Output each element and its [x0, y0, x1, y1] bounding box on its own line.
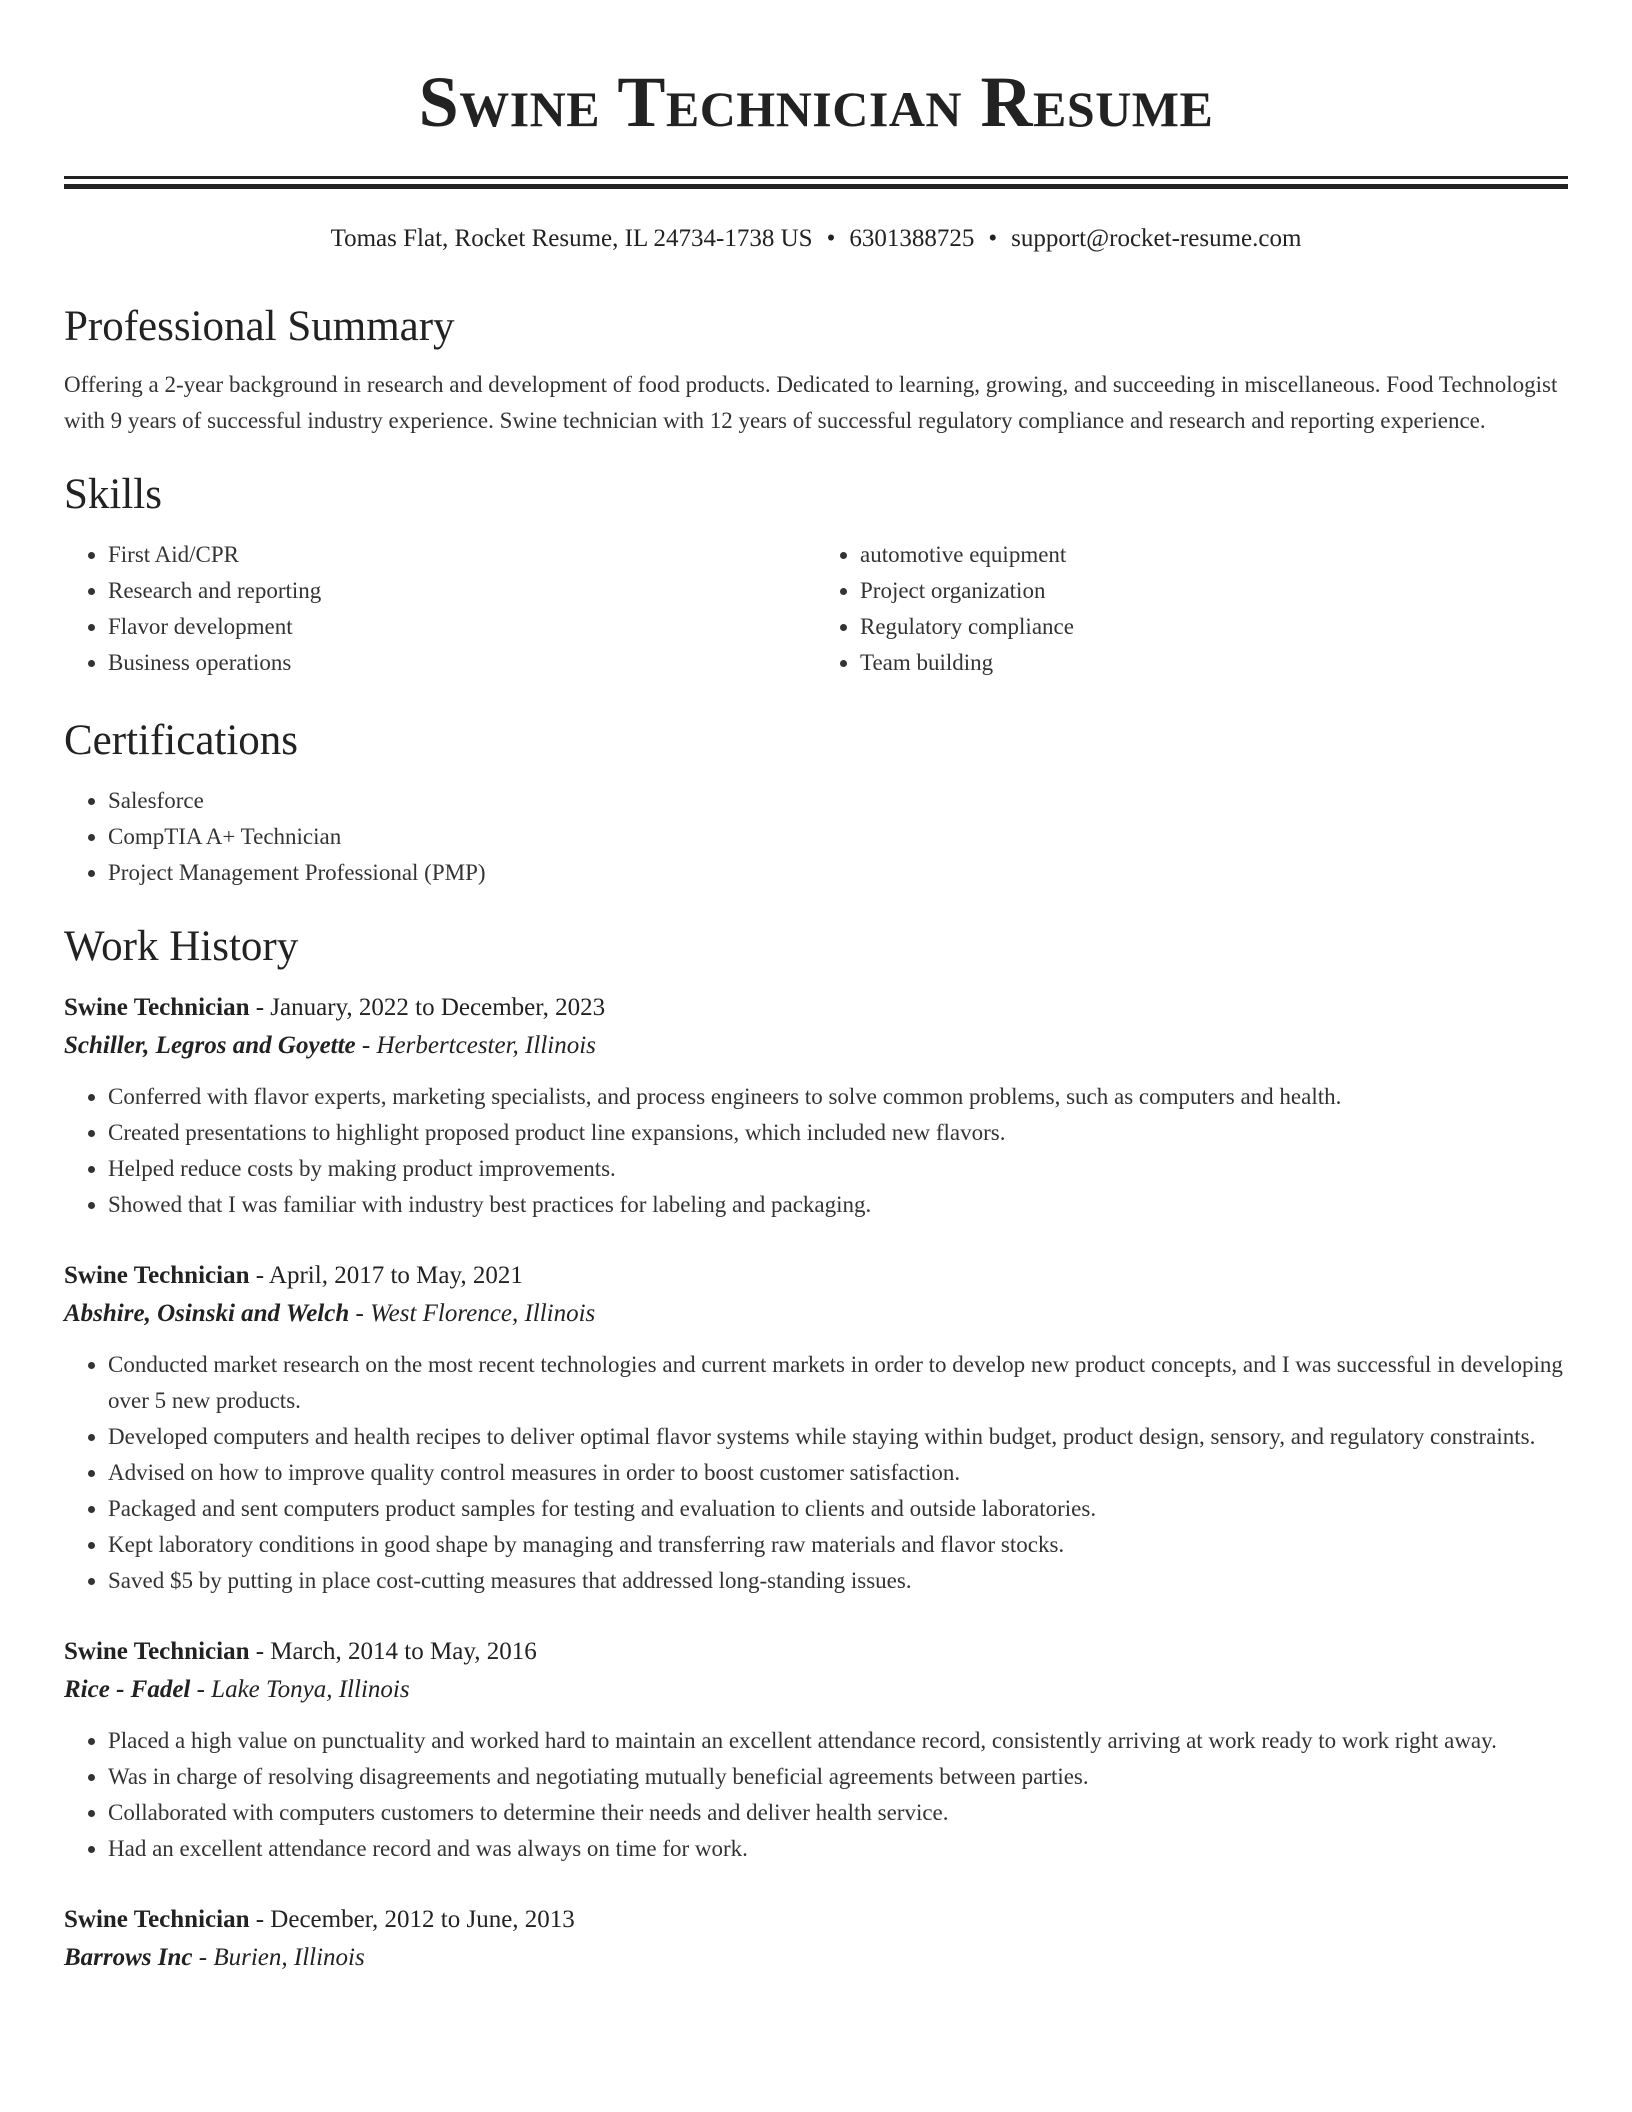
company-name: Abshire, Osinski and Welch [64, 1300, 350, 1327]
contact-email: support@rocket-resume.com [1011, 225, 1302, 252]
job-bullet: • Packaged and sent computers product samples for testing and evaluation to clients and outside laboratories. [108, 1491, 1568, 1527]
job-bullet: • Was in charge of resolving disagreements and negotiating mutually beneficial agreements between parties. [108, 1759, 1568, 1795]
job-bullet: • Had an excellent attendance record and was always on time for work. [108, 1831, 1568, 1867]
certification-item: • Project Management Professional (PMP) [108, 855, 1568, 891]
job-entry [64, 1257, 1568, 1599]
job-bullets [64, 1347, 1568, 1599]
job-title: Swine Technician [64, 1262, 250, 1289]
title-divider-thick [64, 184, 1568, 189]
skills-columns [64, 537, 1568, 681]
skill-item: • automotive equipment [860, 537, 1568, 573]
job-bullet: • Placed a high value on punctuality and worked hard to maintain an excellent attendance record, consistently arriving at work ready to work right away. [108, 1723, 1568, 1759]
contact-line [64, 223, 1568, 255]
job-bullet: • Developed computers and health recipes to deliver optimal flavor systems while staying within budget, product design, sensory, and regulatory constraints. [108, 1419, 1568, 1455]
title-divider [64, 176, 1568, 179]
professional-summary-section [64, 301, 1568, 439]
job-title: Swine Technician [64, 1638, 250, 1665]
certifications-list [64, 783, 1568, 891]
company-location: - West Florence, Illinois [349, 1300, 596, 1327]
company-location: - Lake Tonya, Illinois [190, 1676, 410, 1703]
job-title-line [64, 989, 1568, 1027]
job-dates: - December, 2012 to June, 2013 [249, 1906, 575, 1933]
job-bullet: • Conducted market research on the most recent technologies and current markets in order to develop new product concepts, and I was successful in developing over 5 new products. [108, 1347, 1568, 1419]
section-heading: Skills [64, 471, 162, 518]
job-entry [64, 1633, 1568, 1867]
page-title: Swine Technician Resume [418, 62, 1214, 142]
contact-separator: • [826, 225, 836, 252]
skills-section [64, 469, 1568, 681]
job-entry [64, 989, 1568, 1223]
contact-phone: 6301388725 [849, 225, 975, 252]
summary-text: Offering a 2-year background in research and development of food products. Dedicated to learning, growing, and succeeding in miscellaneous. Food Technologist with 9 years of successful industry experience. Swine technician with 12 years of successful regulatory compliance and research and reporting experience. [64, 372, 1558, 433]
job-bullet: • Collaborated with computers customers to determine their needs and deliver health service. [108, 1795, 1568, 1831]
skill-item: • Business operations [108, 645, 816, 681]
job-bullet: • Created presentations to highlight proposed product line expansions, which included new flavors. [108, 1115, 1568, 1151]
job-entry [64, 1901, 1568, 1977]
skills-list-right [816, 537, 1568, 681]
certifications-section [64, 715, 1568, 891]
skill-item: • First Aid/CPR [108, 537, 816, 573]
job-bullet: • Showed that I was familiar with industry best practices for labeling and packaging. [108, 1187, 1568, 1223]
job-bullets [64, 1079, 1568, 1223]
section-heading: Work History [64, 923, 299, 970]
skill-item: • Team building [860, 645, 1568, 681]
contact-separator: • [988, 225, 998, 252]
certification-item: • CompTIA A+ Technician [108, 819, 1568, 855]
job-bullet: • Saved $5 by putting in place cost-cutting measures that addressed long-standing issues. [108, 1563, 1568, 1599]
job-dates: - March, 2014 to May, 2016 [249, 1638, 537, 1665]
skill-item: • Project organization [860, 573, 1568, 609]
skill-item: • Regulatory compliance [860, 609, 1568, 645]
skills-list-left [64, 537, 816, 681]
job-bullet: • Advised on how to improve quality control measures in order to boost customer satisfaction. [108, 1455, 1568, 1491]
company-name: Rice - Fadel [64, 1676, 191, 1703]
company-location: - Burien, Illinois [192, 1944, 365, 1971]
job-dates: - April, 2017 to May, 2021 [249, 1262, 523, 1289]
job-title-line [64, 1901, 1568, 1939]
job-title-line [64, 1633, 1568, 1671]
job-dates: - January, 2022 to December, 2023 [249, 994, 606, 1021]
company-line [64, 1939, 1568, 1977]
job-bullets [64, 1723, 1568, 1867]
company-name: Barrows Inc [64, 1944, 193, 1971]
contact-address: Tomas Flat, Rocket Resume, IL 24734-1738 US [330, 225, 813, 252]
company-location: - Herbertcester, Illinois [355, 1032, 596, 1059]
company-line [64, 1295, 1568, 1333]
job-bullet: • Helped reduce costs by making product improvements. [108, 1151, 1568, 1187]
job-bullet: • Kept laboratory conditions in good shape by managing and transferring raw materials and flavor stocks. [108, 1527, 1568, 1563]
certification-item: • Salesforce [108, 783, 1568, 819]
company-line [64, 1671, 1568, 1709]
job-title-line [64, 1257, 1568, 1295]
section-heading: Certifications [64, 717, 299, 764]
job-title: Swine Technician [64, 994, 250, 1021]
company-name: Schiller, Legros and Goyette [64, 1032, 356, 1059]
company-line [64, 1027, 1568, 1065]
skill-item: • Research and reporting [108, 573, 816, 609]
skill-item: • Flavor development [108, 609, 816, 645]
section-heading: Professional Summary [64, 303, 455, 350]
job-title: Swine Technician [64, 1906, 250, 1933]
job-bullet: • Conferred with flavor experts, marketing specialists, and process engineers to solve common problems, such as computers and health. [108, 1079, 1568, 1115]
work-history-section [64, 921, 1568, 1977]
